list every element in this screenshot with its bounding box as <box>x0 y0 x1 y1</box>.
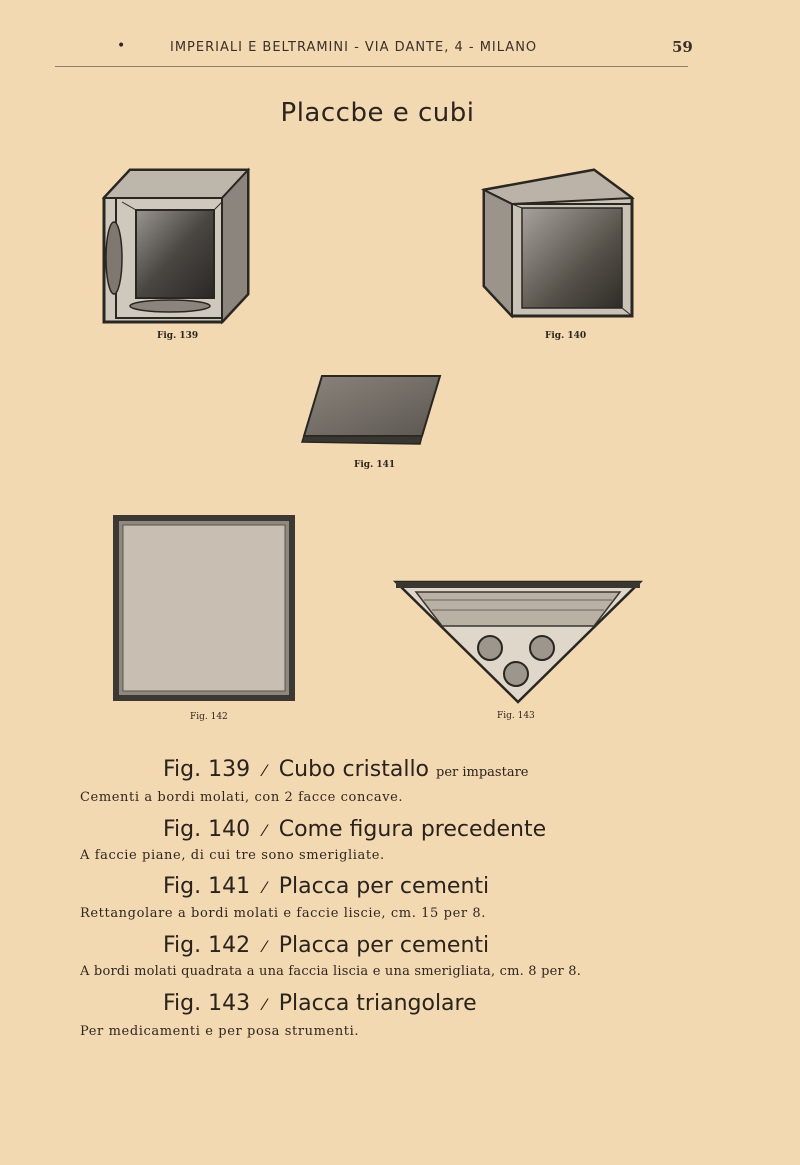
page-header <box>0 38 800 62</box>
fig-139-label: Fig. 139 <box>157 331 199 341</box>
caption-141-title: Placca per cementi <box>278 874 490 899</box>
figure-142-plate-illustration <box>112 514 296 702</box>
caption-141-fig: Fig. 141 <box>163 874 251 899</box>
caption-139-body: Cementi a bordi molati, con 2 facce concave. <box>80 790 404 805</box>
header-bullet: • <box>117 38 126 54</box>
figure-143-triangular-plate-illustration <box>394 580 642 704</box>
caption-141-separator: ⁄ <box>263 878 266 897</box>
caption-140-fig: Fig. 140 <box>163 817 251 842</box>
fig-140-label: Fig. 140 <box>545 331 587 341</box>
fig-143-label: Fig. 143 <box>497 711 535 721</box>
caption-139-extra: per impastare <box>436 765 529 780</box>
caption-139-fig: Fig. 139 <box>163 757 251 782</box>
header-rule <box>55 66 688 67</box>
caption-140-body: A faccie piane, di cui tre sono smerigliate. <box>80 848 385 863</box>
caption-143-title: Placca triangolare <box>278 991 477 1016</box>
caption-139-separator: ⁄ <box>263 761 266 780</box>
caption-143-separator: ⁄ <box>263 995 266 1014</box>
caption-142-separator: ⁄ <box>263 937 266 956</box>
figure-139-cube-illustration <box>100 168 252 324</box>
caption-141-body: Rettangolare a bordi molati e faccie liscie, cm. 15 per 8. <box>80 906 487 921</box>
figure-140-cube-illustration <box>482 168 634 320</box>
header-title: IMPERIALI E BELTRAMINI - VIA DANTE, 4 - MILANO <box>170 40 538 55</box>
caption-140-title: Come figura precedente <box>278 817 547 842</box>
caption-140-heading <box>163 817 546 842</box>
figure-141-plate-illustration <box>300 374 442 448</box>
fig-142-label: Fig. 142 <box>190 712 228 722</box>
fig-141-label: Fig. 141 <box>354 460 396 470</box>
caption-139-heading <box>163 757 529 782</box>
caption-142-body: A bordi molati quadrata a una faccia liscia e una smerigliata, cm. 8 per 8. <box>80 964 582 979</box>
section-title: Placcbe e cubi <box>280 98 475 128</box>
caption-142-fig: Fig. 142 <box>163 933 251 958</box>
caption-143-heading <box>163 991 477 1016</box>
caption-142-heading <box>163 933 489 958</box>
caption-141-heading <box>163 874 489 899</box>
caption-143-body: Per medicamenti e per posa strumenti. <box>80 1024 360 1039</box>
caption-143-fig: Fig. 143 <box>163 991 251 1016</box>
caption-140-separator: ⁄ <box>263 821 266 840</box>
caption-142-title: Placca per cementi <box>278 933 490 958</box>
caption-139-title: Cubo cristallo <box>278 757 430 782</box>
page-number: 59 <box>672 38 693 56</box>
